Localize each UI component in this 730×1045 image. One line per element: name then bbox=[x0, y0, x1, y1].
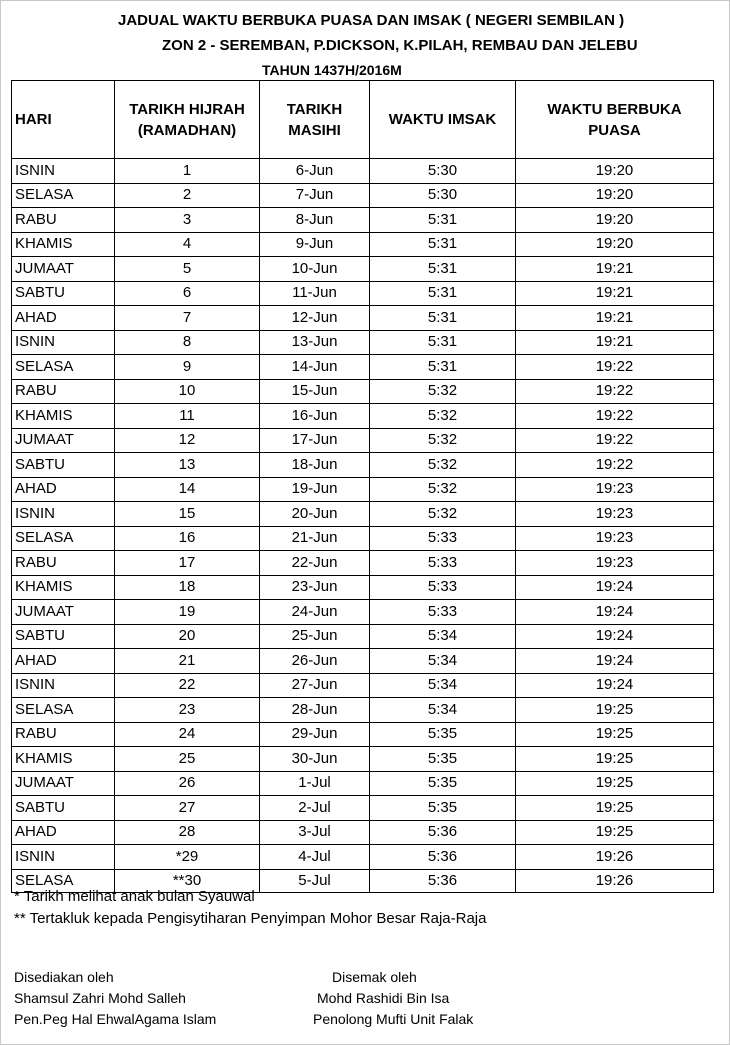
cell-tarikh-masihi: 14-Jun bbox=[260, 355, 370, 380]
cell-hari: RABU bbox=[12, 379, 115, 404]
table-row bbox=[12, 747, 714, 772]
table-row bbox=[12, 575, 714, 600]
cell-hari: SELASA bbox=[12, 698, 115, 723]
cell-waktu-berbuka: 19:25 bbox=[516, 722, 714, 747]
cell-hari: SELASA bbox=[12, 526, 115, 551]
col-header-tarikh-masihi: TARIKH MASIHI bbox=[260, 81, 370, 159]
cell-hari: KHAMIS bbox=[12, 575, 115, 600]
cell-tarikh-masihi: 22-Jun bbox=[260, 551, 370, 576]
table-row bbox=[12, 379, 714, 404]
table-row bbox=[12, 232, 714, 257]
cell-hari: JUMAAT bbox=[12, 771, 115, 796]
cell-tarikh-masihi: 15-Jun bbox=[260, 379, 370, 404]
cell-tarikh-masihi: 3-Jul bbox=[260, 820, 370, 845]
cell-waktu-imsak: 5:31 bbox=[370, 330, 516, 355]
cell-tarikh-masihi: 29-Jun bbox=[260, 722, 370, 747]
cell-waktu-imsak: 5:30 bbox=[370, 159, 516, 184]
cell-hari: AHAD bbox=[12, 649, 115, 674]
cell-waktu-berbuka: 19:25 bbox=[516, 747, 714, 772]
cell-waktu-imsak: 5:31 bbox=[370, 355, 516, 380]
cell-tarikh-hijrah: 6 bbox=[115, 281, 260, 306]
table-row bbox=[12, 820, 714, 845]
cell-tarikh-masihi: 7-Jun bbox=[260, 183, 370, 208]
table-row bbox=[12, 673, 714, 698]
cell-waktu-berbuka: 19:22 bbox=[516, 428, 714, 453]
cell-tarikh-masihi: 25-Jun bbox=[260, 624, 370, 649]
prepared-by-block bbox=[14, 967, 216, 1030]
checked-by-name: Mohd Rashidi Bin Isa bbox=[317, 990, 450, 1006]
cell-hari: SELASA bbox=[12, 869, 115, 892]
document-title: JADUAL WAKTU BERBUKA PUASA DAN IMSAK ( NEGERI SEMBILAN ) bbox=[118, 12, 625, 29]
checked-by-label: Disemak oleh bbox=[332, 969, 417, 985]
cell-hari: JUMAAT bbox=[12, 428, 115, 453]
cell-waktu-berbuka: 19:22 bbox=[516, 379, 714, 404]
table-row bbox=[12, 355, 714, 380]
table-row bbox=[12, 796, 714, 821]
cell-waktu-imsak: 5:31 bbox=[370, 281, 516, 306]
footnotes bbox=[14, 886, 486, 930]
cell-waktu-imsak: 5:36 bbox=[370, 820, 516, 845]
cell-tarikh-masihi: 28-Jun bbox=[260, 698, 370, 723]
footnote-syauwal: * Tarikh melihat anak bulan Syauwal bbox=[14, 888, 255, 905]
cell-waktu-imsak: 5:36 bbox=[370, 869, 516, 892]
cell-waktu-berbuka: 19:25 bbox=[516, 796, 714, 821]
cell-tarikh-hijrah: 18 bbox=[115, 575, 260, 600]
prepared-by-name: Shamsul Zahri Mohd Salleh bbox=[14, 990, 186, 1006]
cell-hari: SELASA bbox=[12, 183, 115, 208]
cell-tarikh-masihi: 6-Jun bbox=[260, 159, 370, 184]
cell-tarikh-hijrah: 21 bbox=[115, 649, 260, 674]
table-row bbox=[12, 183, 714, 208]
cell-tarikh-hijrah: 22 bbox=[115, 673, 260, 698]
cell-hari: SABTU bbox=[12, 281, 115, 306]
checked-by-position: Penolong Mufti Unit Falak bbox=[313, 1011, 474, 1027]
cell-waktu-imsak: 5:33 bbox=[370, 600, 516, 625]
cell-waktu-imsak: 5:32 bbox=[370, 404, 516, 429]
cell-waktu-imsak: 5:31 bbox=[370, 306, 516, 331]
table-row bbox=[12, 428, 714, 453]
footnote-declaration: ** Tertakluk kepada Pengisytiharan Penyimpan Mohor Besar Raja-Raja bbox=[14, 910, 487, 927]
cell-waktu-imsak: 5:35 bbox=[370, 722, 516, 747]
cell-waktu-berbuka: 19:21 bbox=[516, 306, 714, 331]
cell-waktu-imsak: 5:30 bbox=[370, 183, 516, 208]
table-row bbox=[12, 845, 714, 870]
cell-hari: KHAMIS bbox=[12, 747, 115, 772]
cell-waktu-imsak: 5:35 bbox=[370, 796, 516, 821]
cell-hari: SABTU bbox=[12, 453, 115, 478]
cell-tarikh-hijrah: 10 bbox=[115, 379, 260, 404]
table-row bbox=[12, 771, 714, 796]
cell-tarikh-hijrah: **30 bbox=[115, 869, 260, 892]
cell-hari: AHAD bbox=[12, 477, 115, 502]
cell-waktu-berbuka: 19:24 bbox=[516, 649, 714, 674]
cell-waktu-imsak: 5:35 bbox=[370, 771, 516, 796]
table-row bbox=[12, 257, 714, 282]
cell-tarikh-masihi: 5-Jul bbox=[260, 869, 370, 892]
cell-tarikh-hijrah: 3 bbox=[115, 208, 260, 233]
cell-tarikh-masihi: 18-Jun bbox=[260, 453, 370, 478]
cell-hari: KHAMIS bbox=[12, 232, 115, 257]
cell-tarikh-hijrah: 19 bbox=[115, 600, 260, 625]
cell-waktu-imsak: 5:33 bbox=[370, 526, 516, 551]
schedule-body bbox=[12, 159, 714, 893]
cell-tarikh-masihi: 4-Jul bbox=[260, 845, 370, 870]
table-row bbox=[12, 281, 714, 306]
table-row bbox=[12, 526, 714, 551]
cell-waktu-berbuka: 19:25 bbox=[516, 771, 714, 796]
cell-waktu-berbuka: 19:22 bbox=[516, 404, 714, 429]
cell-hari: AHAD bbox=[12, 820, 115, 845]
cell-tarikh-hijrah: 24 bbox=[115, 722, 260, 747]
table-row bbox=[12, 404, 714, 429]
table-row bbox=[12, 502, 714, 527]
cell-tarikh-hijrah: 2 bbox=[115, 183, 260, 208]
cell-tarikh-masihi: 20-Jun bbox=[260, 502, 370, 527]
cell-tarikh-masihi: 10-Jun bbox=[260, 257, 370, 282]
cell-waktu-imsak: 5:31 bbox=[370, 232, 516, 257]
col-header-waktu-berbuka: WAKTU BERBUKA PUASA bbox=[516, 81, 714, 159]
cell-waktu-imsak: 5:36 bbox=[370, 845, 516, 870]
cell-waktu-berbuka: 19:20 bbox=[516, 159, 714, 184]
cell-tarikh-masihi: 17-Jun bbox=[260, 428, 370, 453]
prepared-by-position: Pen.Peg Hal EhwalAgama Islam bbox=[14, 1011, 217, 1027]
cell-tarikh-masihi: 12-Jun bbox=[260, 306, 370, 331]
table-row bbox=[12, 600, 714, 625]
cell-waktu-imsak: 5:34 bbox=[370, 698, 516, 723]
cell-tarikh-hijrah: 23 bbox=[115, 698, 260, 723]
cell-tarikh-masihi: 8-Jun bbox=[260, 208, 370, 233]
cell-waktu-berbuka: 19:23 bbox=[516, 502, 714, 527]
col-header-waktu-imsak: WAKTU IMSAK bbox=[370, 81, 516, 159]
cell-tarikh-hijrah: 16 bbox=[115, 526, 260, 551]
cell-waktu-imsak: 5:31 bbox=[370, 208, 516, 233]
table-row bbox=[12, 159, 714, 184]
cell-waktu-berbuka: 19:23 bbox=[516, 526, 714, 551]
cell-tarikh-hijrah: 15 bbox=[115, 502, 260, 527]
cell-waktu-berbuka: 19:21 bbox=[516, 281, 714, 306]
cell-waktu-berbuka: 19:24 bbox=[516, 600, 714, 625]
table-row bbox=[12, 306, 714, 331]
cell-waktu-imsak: 5:35 bbox=[370, 747, 516, 772]
col-header-hari: HARI bbox=[12, 81, 115, 159]
cell-tarikh-hijrah: 8 bbox=[115, 330, 260, 355]
cell-waktu-berbuka: 19:26 bbox=[516, 869, 714, 892]
cell-tarikh-masihi: 2-Jul bbox=[260, 796, 370, 821]
checked-by-block bbox=[310, 967, 473, 1030]
cell-hari: SABTU bbox=[12, 624, 115, 649]
cell-hari: ISNIN bbox=[12, 845, 115, 870]
prepared-by-label: Disediakan oleh bbox=[14, 969, 114, 985]
cell-hari: ISNIN bbox=[12, 159, 115, 184]
cell-waktu-imsak: 5:32 bbox=[370, 428, 516, 453]
cell-waktu-imsak: 5:33 bbox=[370, 551, 516, 576]
cell-waktu-berbuka: 19:20 bbox=[516, 232, 714, 257]
cell-tarikh-hijrah: 7 bbox=[115, 306, 260, 331]
cell-tarikh-masihi: 19-Jun bbox=[260, 477, 370, 502]
cell-hari: RABU bbox=[12, 208, 115, 233]
cell-tarikh-masihi: 16-Jun bbox=[260, 404, 370, 429]
zone-subtitle: ZON 2 - SEREMBAN, P.DICKSON, K.PILAH, REMBAU DAN JELEBU bbox=[162, 37, 638, 54]
cell-waktu-imsak: 5:33 bbox=[370, 575, 516, 600]
cell-tarikh-masihi: 23-Jun bbox=[260, 575, 370, 600]
cell-tarikh-masihi: 9-Jun bbox=[260, 232, 370, 257]
table-row bbox=[12, 649, 714, 674]
table-row bbox=[12, 698, 714, 723]
cell-tarikh-masihi: 30-Jun bbox=[260, 747, 370, 772]
cell-waktu-berbuka: 19:23 bbox=[516, 477, 714, 502]
cell-tarikh-hijrah: 11 bbox=[115, 404, 260, 429]
cell-waktu-berbuka: 19:24 bbox=[516, 624, 714, 649]
schedule-table bbox=[11, 80, 714, 893]
cell-tarikh-masihi: 24-Jun bbox=[260, 600, 370, 625]
cell-waktu-berbuka: 19:24 bbox=[516, 673, 714, 698]
cell-waktu-imsak: 5:34 bbox=[370, 673, 516, 698]
cell-hari: AHAD bbox=[12, 306, 115, 331]
cell-waktu-imsak: 5:32 bbox=[370, 477, 516, 502]
cell-tarikh-hijrah: 28 bbox=[115, 820, 260, 845]
cell-tarikh-hijrah: *29 bbox=[115, 845, 260, 870]
cell-waktu-imsak: 5:31 bbox=[370, 257, 516, 282]
cell-tarikh-hijrah: 12 bbox=[115, 428, 260, 453]
cell-waktu-berbuka: 19:21 bbox=[516, 257, 714, 282]
col-header-tarikh-hijrah: TARIKH HIJRAH (RAMADHAN) bbox=[115, 81, 260, 159]
cell-tarikh-masihi: 27-Jun bbox=[260, 673, 370, 698]
cell-waktu-imsak: 5:32 bbox=[370, 502, 516, 527]
cell-hari: SELASA bbox=[12, 355, 115, 380]
cell-waktu-berbuka: 19:23 bbox=[516, 551, 714, 576]
cell-waktu-imsak: 5:34 bbox=[370, 649, 516, 674]
cell-tarikh-hijrah: 14 bbox=[115, 477, 260, 502]
cell-tarikh-masihi: 1-Jul bbox=[260, 771, 370, 796]
cell-waktu-imsak: 5:32 bbox=[370, 453, 516, 478]
table-header-row bbox=[12, 81, 714, 159]
cell-hari: JUMAAT bbox=[12, 600, 115, 625]
table-row bbox=[12, 477, 714, 502]
cell-waktu-berbuka: 19:20 bbox=[516, 208, 714, 233]
cell-tarikh-masihi: 21-Jun bbox=[260, 526, 370, 551]
cell-tarikh-masihi: 13-Jun bbox=[260, 330, 370, 355]
cell-hari: ISNIN bbox=[12, 330, 115, 355]
cell-tarikh-hijrah: 5 bbox=[115, 257, 260, 282]
cell-waktu-berbuka: 19:24 bbox=[516, 575, 714, 600]
table-row bbox=[12, 330, 714, 355]
cell-waktu-berbuka: 19:20 bbox=[516, 183, 714, 208]
table-row bbox=[12, 551, 714, 576]
cell-waktu-berbuka: 19:25 bbox=[516, 698, 714, 723]
cell-waktu-berbuka: 19:25 bbox=[516, 820, 714, 845]
cell-tarikh-hijrah: 1 bbox=[115, 159, 260, 184]
cell-tarikh-hijrah: 25 bbox=[115, 747, 260, 772]
cell-tarikh-hijrah: 13 bbox=[115, 453, 260, 478]
table-row bbox=[12, 722, 714, 747]
cell-hari: ISNIN bbox=[12, 673, 115, 698]
cell-waktu-imsak: 5:32 bbox=[370, 379, 516, 404]
cell-tarikh-hijrah: 27 bbox=[115, 796, 260, 821]
cell-tarikh-masihi: 11-Jun bbox=[260, 281, 370, 306]
cell-waktu-imsak: 5:34 bbox=[370, 624, 516, 649]
cell-tarikh-hijrah: 26 bbox=[115, 771, 260, 796]
table-row bbox=[12, 208, 714, 233]
cell-hari: RABU bbox=[12, 722, 115, 747]
cell-tarikh-hijrah: 20 bbox=[115, 624, 260, 649]
cell-tarikh-hijrah: 17 bbox=[115, 551, 260, 576]
cell-waktu-berbuka: 19:26 bbox=[516, 845, 714, 870]
cell-hari: KHAMIS bbox=[12, 404, 115, 429]
cell-hari: JUMAAT bbox=[12, 257, 115, 282]
cell-tarikh-hijrah: 4 bbox=[115, 232, 260, 257]
table-row bbox=[12, 453, 714, 478]
cell-tarikh-hijrah: 9 bbox=[115, 355, 260, 380]
year-subtitle: TAHUN 1437H/2016M bbox=[262, 62, 402, 78]
cell-hari: RABU bbox=[12, 551, 115, 576]
cell-waktu-berbuka: 19:22 bbox=[516, 453, 714, 478]
cell-tarikh-masihi: 26-Jun bbox=[260, 649, 370, 674]
table-row bbox=[12, 624, 714, 649]
cell-hari: SABTU bbox=[12, 796, 115, 821]
cell-waktu-berbuka: 19:21 bbox=[516, 330, 714, 355]
cell-hari: ISNIN bbox=[12, 502, 115, 527]
cell-waktu-berbuka: 19:22 bbox=[516, 355, 714, 380]
